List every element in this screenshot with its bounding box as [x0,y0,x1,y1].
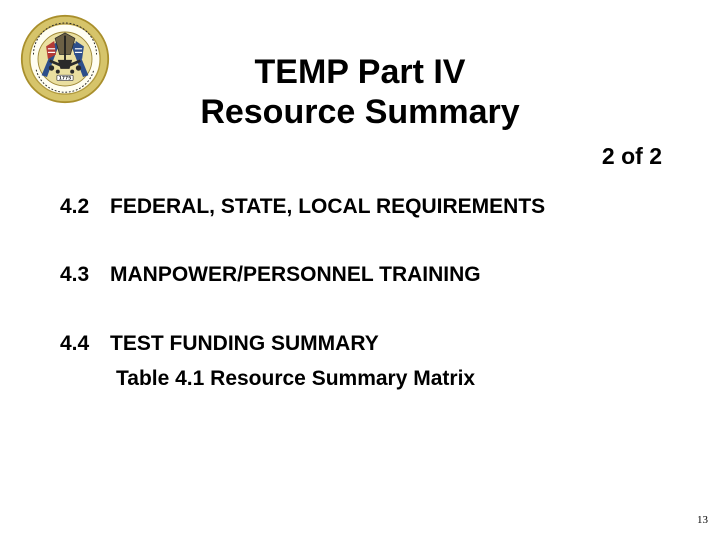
seal-year: 1775 [58,76,72,82]
outline-item-test-funding [60,331,379,357]
outline-number: 4.2 [60,195,90,218]
resource-summary-matrix-reference: Table 4.1 Resource Summary Matrix [116,367,476,390]
outline-number: 4.3 [60,263,90,286]
outline-label: FEDERAL, STATE, LOCAL REQUIREMENTS [110,195,546,218]
outline-number: 4.4 [60,332,90,355]
outline-label: TEST FUNDING SUMMARY [110,332,379,355]
outline-item-manpower-training [60,262,481,288]
slide-title [150,52,570,132]
title-line-1: TEMP Part IV [254,53,466,91]
title-line-2: Resource Summary [200,93,520,131]
outline-label: MANPOWER/PERSONNEL TRAINING [110,263,481,286]
outline-item-federal-state-local [60,194,545,220]
page-count: 2 of 2 [601,143,662,169]
army-seal-icon [20,14,110,104]
slide-number: 13 [697,514,708,526]
